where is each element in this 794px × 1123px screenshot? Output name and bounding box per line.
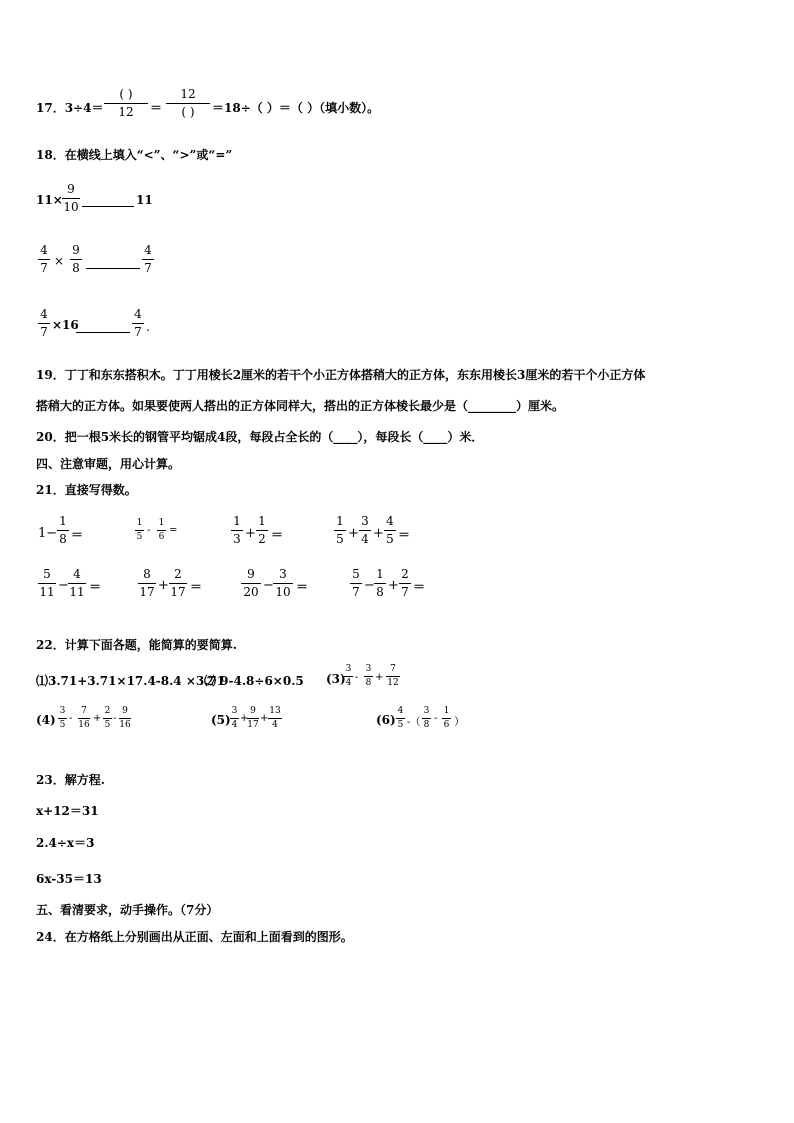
q17-rest: ＝18÷（ ）＝（ ）（填小数）。 <box>212 101 380 115</box>
q18-row3-fraction-1: 4 7 <box>38 307 50 340</box>
q22-p4-op3: - <box>113 713 117 724</box>
q23-eq1: x+12＝31 <box>36 804 99 818</box>
q21-e3-eq: ＝ <box>271 528 284 542</box>
section-4-heading: 四、注意审题，用心计算。 <box>36 457 181 471</box>
q22-p3-label: (3) <box>326 672 346 686</box>
q22-p3-op1: - <box>355 672 359 683</box>
q22-p3-fraction-1: 3 4 <box>345 664 352 688</box>
q18-row3-end: . <box>146 320 150 334</box>
q21-e6-op: + <box>158 578 169 593</box>
q22-p4-fraction-4: 9 16 <box>119 706 131 730</box>
q22-p6-fraction-3: 1 6 <box>443 706 450 730</box>
q21-e6-fraction-1: 8 17 <box>139 567 155 599</box>
q21-title: 21．直接写得数。 <box>36 483 137 497</box>
section-5-heading: 五、看清要求，动手操作。（7分） <box>36 903 219 917</box>
q18-row2-fraction-2: 9 8 <box>70 243 82 276</box>
q22-p4-fraction-1: 3 5 <box>59 706 66 730</box>
q17-fraction-1: ( ) 12 <box>104 87 148 120</box>
q22-p4-op1: - <box>69 713 73 724</box>
q21-e4-op1: + <box>348 526 359 541</box>
q21-e8-fraction-3: 2 7 <box>399 567 411 600</box>
q17-fraction-2: 12 ( ) <box>166 87 210 120</box>
q18-row1-fraction: 9 10 <box>63 182 79 214</box>
q21-e2-fraction-2: 1 6 <box>158 518 165 542</box>
q22-p4-fraction-2: 7 16 <box>78 706 90 730</box>
q18-row3-mid: ×16 <box>52 318 79 332</box>
q22-title: 22．计算下面各题，能简算的要简算. <box>36 638 237 652</box>
q21-e8-op2: + <box>388 578 399 593</box>
q21-e7-fraction-2: 3 10 <box>273 567 293 600</box>
q22-p5-fraction-2: 9 17 <box>247 706 259 730</box>
q21-e7-fraction-1: 9 20 <box>241 567 261 600</box>
q18-row1-left: 11× <box>36 193 63 207</box>
q17-prefix: 17．3÷4＝ <box>36 101 104 115</box>
q21-e4-fraction-2: 3 4 <box>359 514 371 547</box>
q21-e5-eq: ＝ <box>89 580 102 594</box>
q19-line1: 19．丁丁和东东搭积木。丁丁用棱长2厘米的若干个小正方体搭稍大的正方体，东东用棱长3厘米的若干个小正方体 <box>36 368 646 382</box>
q18-row2-blank[interactable] <box>86 254 140 269</box>
q21-e3-op: + <box>245 526 256 541</box>
q21-e8-fraction-2: 1 8 <box>374 567 386 600</box>
q21-e1-eq: ＝ <box>71 528 84 542</box>
q22-p6-op1: -（ <box>407 717 421 728</box>
q21-e1-a: 1− <box>38 526 58 541</box>
question-20: 20．把一根5米长的钢管平均锯成4段，每段占全长的（____），每段长（____）米． <box>36 430 484 444</box>
q18-row3-fraction-2: 4 7 <box>132 307 144 340</box>
q22-p6-op2: - <box>434 713 438 724</box>
q21-e6-fraction-2: 2 17 <box>170 567 186 599</box>
q22-p2: ⑵ 9-4.8÷6×0.5 <box>204 674 304 688</box>
q22-p5-fraction-1: 3 4 <box>231 706 238 730</box>
q22-p6-close: ） <box>454 715 465 728</box>
q21-e8-op1: − <box>364 578 375 593</box>
q23-title: 23．解方程. <box>36 773 105 787</box>
q21-e4-eq: ＝ <box>398 528 411 542</box>
q22-p4-label: (4) <box>36 713 56 727</box>
q22-p5-op2: + <box>260 713 269 724</box>
q21-e4-fraction-3: 4 5 <box>384 514 396 547</box>
question-24: 24．在方格纸上分别画出从正面、左面和上面看到的图形。 <box>36 930 353 944</box>
q18-title: 18．在横线上填入“<”、“>”或“=” <box>36 148 233 162</box>
q21-e1-fraction: 1 8 <box>57 514 69 547</box>
q22-p5-fraction-3: 13 4 <box>269 706 281 730</box>
q18-row3-blank[interactable] <box>76 318 130 333</box>
q22-p4-fraction-3: 2 5 <box>104 706 111 730</box>
q18-row2-fraction-1: 4 7 <box>38 243 50 276</box>
q21-e8-fraction-1: 5 7 <box>350 567 362 600</box>
q21-e2-eq: = <box>169 525 178 536</box>
q21-e5-fraction-2: 4 11 <box>69 567 85 599</box>
q18-row2-times: × <box>54 254 65 268</box>
q21-e6-eq: ＝ <box>190 580 203 594</box>
q22-p4-op2: + <box>93 713 102 724</box>
q22-p5-op1: + <box>240 713 249 724</box>
q22-p5-label: (5) <box>211 713 231 727</box>
q21-e3-fraction-2: 1 2 <box>256 514 268 547</box>
q21-e5-fraction-1: 5 11 <box>39 567 55 599</box>
q18-row1-right: 11 <box>136 193 153 207</box>
q22-p3-op2: + <box>375 672 384 683</box>
q22-p1: ⑴3.71+3.71×17.4-8.4 ×3.71 <box>36 674 226 688</box>
q21-e2-fraction-1: 1 5 <box>136 518 143 542</box>
q21-e4-op2: + <box>373 526 384 541</box>
q18-row2-fraction-3: 4 7 <box>142 243 154 276</box>
q21-e7-eq: ＝ <box>296 580 309 594</box>
q19-line2: 搭稍大的正方体。如果要使两人搭出的正方体同样大，搭出的正方体棱长最少是（________）厘米。 <box>36 399 565 413</box>
q21-e2-op: - <box>147 525 151 536</box>
q22-p6-fraction-1: 4 5 <box>397 706 404 730</box>
q23-eq3: 6x-35＝13 <box>36 872 102 886</box>
q18-row1-blank[interactable] <box>82 192 134 207</box>
q21-e4-fraction-1: 1 5 <box>334 514 346 547</box>
q21-e8-eq: ＝ <box>413 580 426 594</box>
q21-e7-op: − <box>263 578 274 593</box>
q21-e3-fraction-1: 1 3 <box>231 514 243 547</box>
q17-equals: ＝ <box>150 101 163 115</box>
q22-p6-label: (6) <box>376 713 396 727</box>
q21-e5-op: − <box>58 578 69 593</box>
q22-p3-fraction-3: 7 12 <box>387 664 399 688</box>
q22-p3-fraction-2: 3 8 <box>365 664 372 688</box>
q23-eq2: 2.4÷x＝3 <box>36 836 95 850</box>
q22-p6-fraction-2: 3 8 <box>423 706 430 730</box>
